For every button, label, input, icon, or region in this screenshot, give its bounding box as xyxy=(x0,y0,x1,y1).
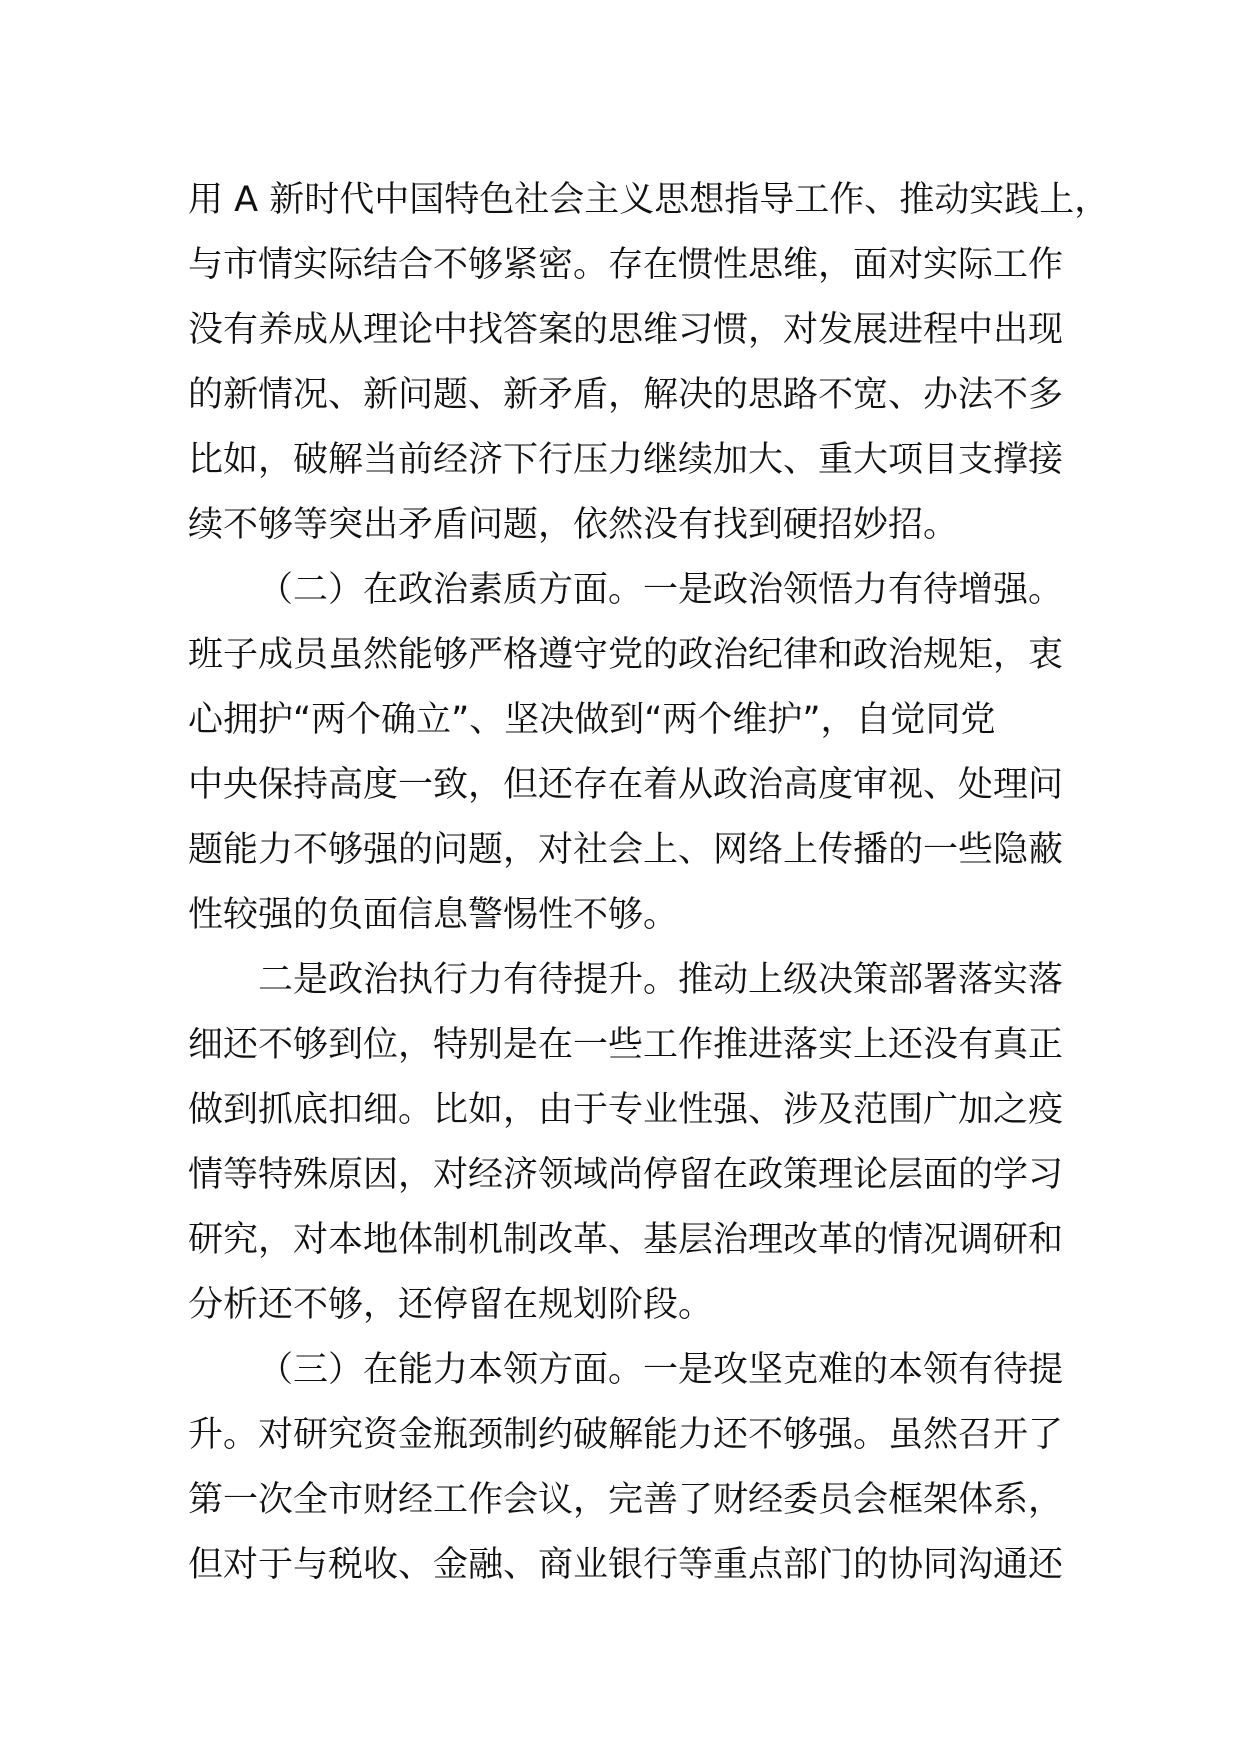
text-line-4: 的新情况、新问题、新矛盾，解决的思路不宽、办法不多 xyxy=(188,375,1064,415)
section-heading-political-quality: （二）在政治素质方面。一是政治领悟力有待增强。 xyxy=(258,570,1064,610)
text-line-1: 用 A 新时代中国特色社会主义思想指导工作、推动实践上， xyxy=(188,180,1110,220)
text-line-18: 分析还不够，还停留在规划阶段。 xyxy=(188,1285,714,1325)
section-heading-ability: （三）在能力本领方面。一是攻坚克难的本领有待提 xyxy=(258,1350,1064,1390)
text-line-5: 比如，破解当前经济下行压力继续加大、重大项目支撑接 xyxy=(188,440,1064,480)
text-line-20: 升。对研究资金瓶颈制约破解能力还不够强。虽然召开了 xyxy=(188,1415,1064,1455)
text-line-6: 续不够等突出矛盾问题，依然没有找到硬招妙招。 xyxy=(188,505,959,545)
text-line-2: 与市情实际结合不够紧密。存在惯性思维，面对实际工作 xyxy=(188,245,1064,285)
document-body xyxy=(188,168,1110,1598)
text-line-11: 题能力不够强的问题，对社会上、网络上传播的一些隐蔽 xyxy=(188,830,1064,870)
text-line-12: 性较强的负面信息警惕性不够。 xyxy=(188,895,679,935)
text-line-15: 做到抓底扣细。比如，由于专业性强、涉及范围广加之疫 xyxy=(188,1090,1064,1130)
text-line-10: 中央保持高度一致，但还存在着从政治高度审视、处理问 xyxy=(188,765,1064,805)
text-line-3: 没有养成从理论中找答案的思维习惯，对发展进程中出现 xyxy=(188,310,1064,350)
text-line-21: 第一次全市财经工作会议，完善了财经委员会框架体系， xyxy=(188,1480,1064,1520)
text-line-14: 细还不够到位，特别是在一些工作推进落实上还没有真正 xyxy=(188,1025,1064,1065)
text-line-16: 情等特殊原因，对经济领域尚停留在政策理论层面的学习 xyxy=(188,1155,1064,1195)
text-line-17: 研究，对本地体制机制改革、基层治理改革的情况调研和 xyxy=(188,1220,1064,1260)
paragraph-start-execution: 二是政治执行力有待提升。推动上级决策部署落实落 xyxy=(258,960,1064,1000)
text-line-22: 但对于与税收、金融、商业银行等重点部门的协同沟通还 xyxy=(188,1545,1064,1585)
text-line-8: 班子成员虽然能够严格遵守党的政治纪律和政治规矩，衷 xyxy=(188,635,1064,675)
text-line-9: 心拥护“两个确立”、坚决做到“两个维护”，自觉同党 xyxy=(188,700,996,740)
